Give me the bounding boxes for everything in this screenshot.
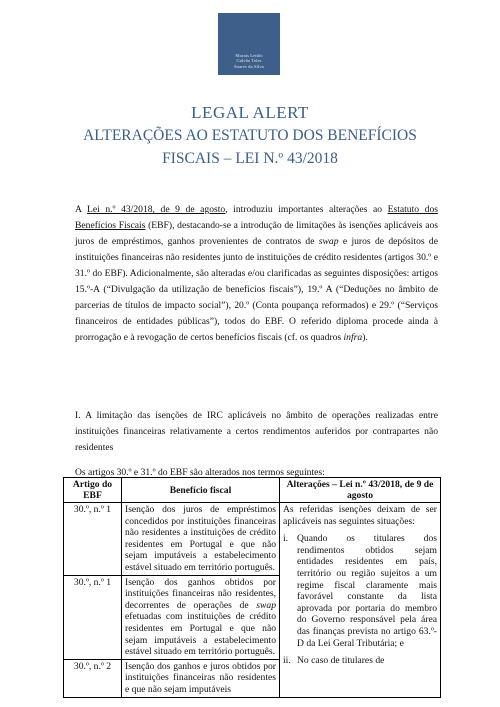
changes-item-text: Quando os titulares dos rendimentos obtidos sejam entidades residentes em país, território ou região sujeitos a um regime fiscal claramente mais favorável constante da lista aprovada por portaria do membro do Governo responsável pela área das finanças prevista no artigo 63.º-D da Lei Geral Tributária; e	[297, 533, 437, 649]
alert-subtitle-line1: ALTERAÇÕES AO ESTATUTO DOS BENEFÍCIOS	[83, 127, 417, 144]
law-link[interactable]: Lei n.º 43/2018, de 9 de agosto	[86, 204, 226, 215]
row-benefit: Isenção dos ganhos obtidos por instituições financeiras não residentes, decorrentes de operações de swap efetuadas com instituições de crédito residentes em Portugal e que não sejam imputáveis a estabelecimento estável situado em território português.	[122, 575, 280, 659]
changes-intro: As referidas isenções deixam de ser aplicáveis nas seguintes situações:	[283, 504, 437, 527]
table-intro: Os artigos 30.º e 31.º do EBF são alterados nos termos seguintes:	[75, 467, 325, 478]
changes-item	[283, 533, 437, 649]
header-changes: Alterações – Lei n.º 43/2018, de 9 de agosto	[280, 478, 441, 503]
alert-title: LEGAL ALERT	[191, 103, 309, 122]
section-heading: I. A limitação das isenções de IRC aplicáveis no âmbito de operações realizadas entre instituições financeiras relativamente a certos rendimentos auferidos por contrapartes não residentes	[75, 410, 438, 453]
table-header-row	[64, 478, 441, 503]
row-article: 30.º, n.º 2	[64, 659, 122, 697]
logo-line: Soares da Silva	[234, 63, 264, 69]
row-article: 30.º, n.º 1	[64, 575, 122, 659]
alert-subtitle-line2: FISCAIS – LEI N.º 43/2018	[162, 150, 338, 167]
row-article: 30.º, n.º 1	[64, 503, 122, 576]
ebf-changes-table	[63, 477, 441, 698]
header-benefit: Benefício fiscal	[122, 478, 280, 503]
header-article: Artigo do EBF	[64, 478, 122, 503]
intro-paragraph: A Lei n.º 43/2018, de 9 de agosto, introduziu importantes alterações ao Estatuto dos Benefícios Fiscais (EBF), destacando-se a introdução de limitações às isenções aplicáveis aos juros de empréstimos, ganhos provenientes de contratos de swap e juros de depósitos de instituições financeiras não residentes junto de instituições de crédito residentes (artigos 30.º e 31.º do EBF). Adicionalmente, são alteradas e/ou clarificadas as seguintes disposições: artigos 15.º-A (“Divulgação da utilização de benefícios fiscais”), 19.º A (“Deduções no âmbito de parcerias de títulos de impacto social”), 20.º (Conta poupança reformados) e 29.º (“Serviços financeiros de entidades públicas”), todos do EBF. O referido diploma procede ainda à prorrogação e à revogação de certos benefícios fiscais (cf. os quadros infra).	[75, 204, 438, 343]
row-benefit: Isenção dos ganhos e juros obtidos por instituições financeiras não residentes e que não sejam imputáveis	[122, 659, 280, 697]
firm-logo	[218, 13, 280, 75]
changes-item	[283, 655, 437, 667]
changes-item-number: i.	[283, 533, 289, 545]
changes-cell	[280, 503, 441, 698]
logo-line: Morais Leitão	[235, 52, 263, 58]
row-benefit: Isenção dos juros de empréstimos concedidos por instituições financeiras não residentes a instituições de crédito residentes em Portugal e que não sejam imputáveis a estabelecimento estável situado em território português.	[122, 503, 280, 576]
table-row	[64, 503, 441, 576]
logo-line: Galvão Teles	[236, 58, 262, 64]
ebf-link[interactable]: Estatuto dos Benefícios Fiscais	[75, 204, 438, 231]
changes-item-text: No caso de titulares de	[297, 655, 385, 667]
changes-item-number: ii.	[283, 655, 291, 667]
